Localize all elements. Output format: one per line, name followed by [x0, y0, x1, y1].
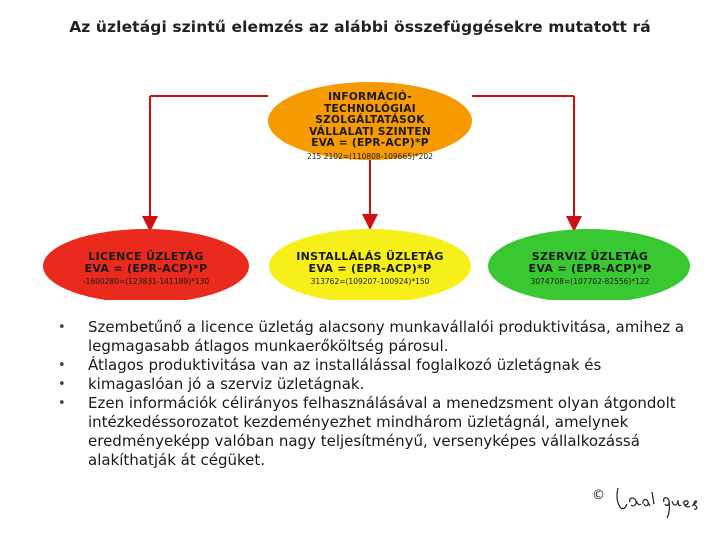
node-eva-values: 313762=(109207-100924)*150 [310, 277, 430, 286]
bullet-text: Átlagos produktivitása van az installálással foglalkozó üzletágnak és [88, 356, 602, 374]
node-eva-values: -1600280=(123831-141189)*130 [82, 277, 210, 286]
handwritten-signature [612, 474, 708, 520]
node-service-text [492, 251, 688, 288]
node-eva-formula: EVA = (EPR-ACP)*P [528, 262, 652, 275]
list-item [56, 356, 696, 375]
findings-list [56, 318, 696, 470]
node-it-services-text [268, 92, 472, 163]
list-item [56, 318, 696, 356]
bullet-icon: • [58, 320, 66, 335]
node-eva-formula: EVA = (EPR-ACP)*P [311, 137, 429, 149]
bullet-text: Ezen információk célirányos felhasználásával a menedzsment olyan átgondolt intézkedéssorozatot kezdeményezhet mindhárom üzletágnál, amelynek eredményeképp valóban nagy teljesítményű, versenyképes vállalkozássá alakíthatják át cégüket. [88, 394, 676, 469]
bullet-icon: • [58, 396, 66, 411]
slide-title: Az üzletági szintű elemzés az alábbi összefüggésekre mutatott rá [69, 18, 651, 36]
node-eva-values: 215 2102=(110808-109665)*202 [307, 151, 433, 161]
node-line: INSTALLÁLÁS ÜZLETÁG [296, 250, 444, 263]
list-item [56, 375, 696, 394]
node-line: LICENCE ÜZLETÁG [88, 250, 204, 263]
node-eva-formula: EVA = (EPR-ACP)*P [84, 262, 208, 275]
copyright-symbol: © [592, 488, 605, 503]
bullet-icon: • [58, 377, 66, 392]
list-item [56, 394, 696, 470]
node-licence-text [46, 251, 246, 288]
node-line: SZERVIZ ÜZLETÁG [531, 250, 649, 263]
node-line: INFORMÁCIÓ- [328, 91, 412, 103]
node-eva-values: 3074708=(107702-82556)*122 [530, 277, 650, 286]
bullet-icon: • [58, 358, 66, 373]
bullet-text: kimagaslóan jó a szerviz üzletágnak. [88, 375, 365, 393]
bullet-text: Szembetűnő a licence üzletág alacsony munkavállalói produktivitása, amihez a legmagasabb átlagos munkaerőköltség párosul. [88, 318, 685, 355]
node-line: TECHNOLÓGIAI [324, 102, 416, 115]
node-eva-formula: EVA = (EPR-ACP)*P [308, 262, 432, 275]
node-line: VÁLLALATI SZINTEN [309, 125, 431, 138]
node-line: SZOLGÁLTATÁSOK [315, 114, 425, 126]
node-installation-text [272, 251, 468, 288]
